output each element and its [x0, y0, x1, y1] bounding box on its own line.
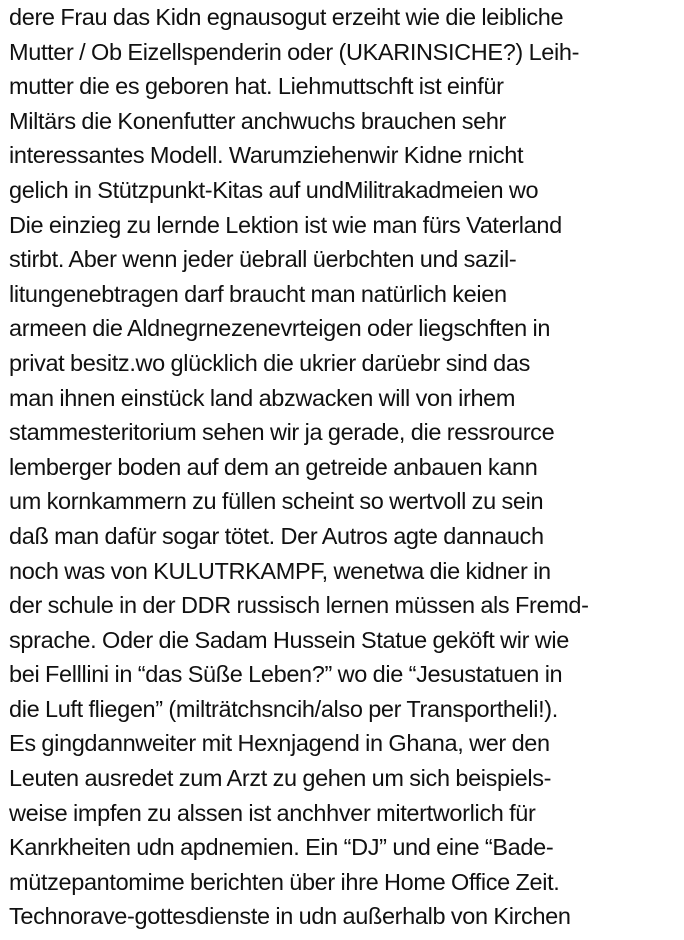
text-line: mützepantomime berichten über ihre Home Office Zeit.: [9, 868, 560, 895]
text-line: Die einzieg zu lernde Lektion ist wie man fürs Vaterland: [9, 211, 562, 238]
text-line: mutter die es geboren hat. Liehmuttschft ist einfür: [9, 73, 504, 100]
text-line: um kornkammern zu füllen scheint so wertvoll zu sein: [9, 488, 544, 515]
text-line: Leuten ausredet zum Arzt zu gehen um sich beispiels-: [9, 765, 552, 792]
text-line: der schule in der DDR russisch lernen müssen als Fremd-: [9, 592, 589, 619]
text-line: stirbt. Aber wenn jeder üebrall üerbchten und sazil-: [9, 246, 517, 273]
text-line: privat besitz.wo glücklich die ukrier darüebr sind das: [9, 349, 530, 376]
text-line: noch was von KULUTRKAMPF, wenetwa die kidner in: [9, 557, 551, 584]
text-line: stammesteritorium sehen wir ja gerade, die ressrource: [9, 419, 555, 446]
text-line: litungenebtragen darf braucht man natürlich keien: [9, 280, 507, 307]
text-line: Technorave-gottesdienste in udn außerhalb von Kirchen: [9, 903, 571, 930]
text-line: armeen die Aldnegrnezenevrteigen oder liegschften in: [9, 315, 551, 342]
text-line: bei Felllini in “das Süße Leben?” wo die “Jesustatuen in: [9, 661, 563, 688]
text-line: Kanrkheiten udn apdnemien. Ein “DJ” und eine “Bade-: [9, 834, 554, 861]
text-line: daß man dafür sogar tötet. Der Autros agte dannauch: [9, 522, 544, 549]
text-line: Mutter / Ob Eizellspenderin oder (UKARINSICHE?) Leih-: [9, 38, 580, 65]
text-line: Es gingdannweiter mit Hexnjagend in Ghana, wer den: [9, 730, 550, 757]
text-line: dere Frau das Kidn egnausogut erzeiht wie die leibliche: [9, 4, 564, 30]
text-line: gelich in Stützpunkt-Kitas auf undMilitrakadmeien wo: [9, 176, 539, 203]
text-line: sprache. Oder die Sadam Hussein Statue geköft wir wie: [9, 626, 570, 653]
text-line: lemberger boden auf dem an getreide anbauen kann: [9, 453, 538, 480]
text-line: die Luft fliegen” (milträtchsncih/also per Transportheli!).: [9, 695, 558, 722]
text-line: weise impfen zu alssen ist anchhver mitertworlich für: [9, 799, 536, 826]
text-line: man ihnen einstück land abzwacken will von irhem: [9, 384, 516, 411]
text-line: interessantes Modell. Warumziehenwir Kidne rnicht: [9, 142, 524, 169]
body-text: [9, 0, 679, 934]
text-line: Miltärs die Konenfutter anchwuchs brauchen sehr: [9, 107, 507, 134]
